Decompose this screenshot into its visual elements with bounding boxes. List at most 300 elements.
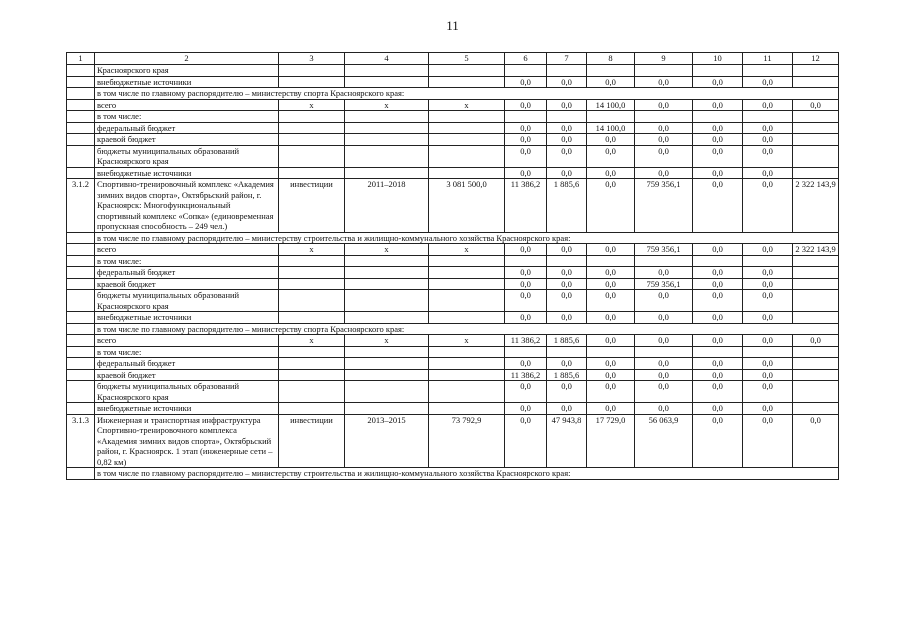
value-cell: 56 063,9: [635, 414, 693, 468]
value-cell: 0,0: [635, 76, 693, 88]
value-cell: 0,0: [587, 244, 635, 256]
value-cell: 0,0: [547, 134, 587, 146]
table-row: [67, 167, 839, 179]
value-cell: 0,0: [635, 145, 693, 167]
type-cell: [279, 346, 345, 358]
table-row: [67, 403, 839, 415]
type-cell: [279, 134, 345, 146]
value-cell: 0,0: [587, 312, 635, 324]
row-number-cell: 3.1.3: [67, 414, 95, 468]
table-row: [67, 244, 839, 256]
value-cell: 0,0: [547, 290, 587, 312]
table-row: [67, 346, 839, 358]
value-cell: 0,0: [587, 267, 635, 279]
value-cell: 0,0: [547, 99, 587, 111]
value-cell: 0,0: [587, 403, 635, 415]
value-cell: 0,0: [693, 145, 743, 167]
estimate-cell: [429, 278, 505, 290]
value-cell: 0,0: [743, 312, 793, 324]
value-cell: 0,0: [693, 290, 743, 312]
row-number-cell: [67, 88, 95, 100]
type-cell: х: [279, 244, 345, 256]
value-cell: 0,0: [743, 76, 793, 88]
value-cell: 0,0: [693, 134, 743, 146]
value-cell: [505, 255, 547, 267]
column-header: 1: [67, 53, 95, 65]
remaining-cell: [793, 167, 839, 179]
value-cell: 0,0: [547, 358, 587, 370]
value-cell: 0,0: [743, 99, 793, 111]
row-number-cell: [67, 290, 95, 312]
period-cell: [345, 381, 429, 403]
estimate-cell: [429, 134, 505, 146]
value-cell: 759 356,1: [635, 244, 693, 256]
row-label: всего: [95, 244, 279, 256]
row-number-cell: [67, 244, 95, 256]
value-cell: [587, 255, 635, 267]
period-cell: [345, 403, 429, 415]
column-header: 7: [547, 53, 587, 65]
row-number-cell: [67, 381, 95, 403]
value-cell: 0,0: [635, 312, 693, 324]
remaining-cell: [793, 403, 839, 415]
row-number-cell: [67, 358, 95, 370]
table-row: [67, 65, 839, 77]
value-cell: 11 386,2: [505, 369, 547, 381]
value-cell: 0,0: [693, 278, 743, 290]
value-cell: 0,0: [635, 99, 693, 111]
type-cell: [279, 403, 345, 415]
row-number-cell: [67, 232, 95, 244]
row-number-cell: [67, 369, 95, 381]
value-cell: 0,0: [693, 403, 743, 415]
row-number-cell: [67, 111, 95, 123]
remaining-cell: [793, 267, 839, 279]
value-cell: 0,0: [587, 381, 635, 403]
value-cell: 0,0: [693, 179, 743, 233]
estimate-cell: х: [429, 244, 505, 256]
value-cell: 0,0: [547, 145, 587, 167]
remaining-cell: [793, 290, 839, 312]
period-cell: [345, 122, 429, 134]
value-cell: [743, 65, 793, 77]
value-cell: 0,0: [743, 414, 793, 468]
period-cell: [345, 65, 429, 77]
value-cell: 0,0: [587, 76, 635, 88]
value-cell: 0,0: [635, 267, 693, 279]
value-cell: 0,0: [505, 145, 547, 167]
value-cell: 0,0: [743, 290, 793, 312]
period-cell: [345, 111, 429, 123]
type-cell: инвестиции: [279, 414, 345, 468]
value-cell: [635, 111, 693, 123]
row-label: федеральный бюджет: [95, 267, 279, 279]
value-cell: 14 100,0: [587, 122, 635, 134]
value-cell: 0,0: [505, 167, 547, 179]
row-label: федеральный бюджет: [95, 358, 279, 370]
row-number-cell: [67, 468, 95, 480]
value-cell: [743, 111, 793, 123]
value-cell: [635, 65, 693, 77]
value-cell: [693, 346, 743, 358]
type-cell: х: [279, 335, 345, 347]
row-label: всего: [95, 99, 279, 111]
table-row: [67, 134, 839, 146]
row-number-cell: [67, 99, 95, 111]
type-cell: [279, 312, 345, 324]
value-cell: 0,0: [635, 335, 693, 347]
estimate-cell: [429, 290, 505, 312]
estimate-cell: [429, 369, 505, 381]
value-cell: 0,0: [693, 99, 743, 111]
estimate-cell: [429, 122, 505, 134]
value-cell: 0,0: [505, 99, 547, 111]
value-cell: [505, 65, 547, 77]
value-cell: 0,0: [693, 122, 743, 134]
table-row: [67, 335, 839, 347]
table-row: [67, 290, 839, 312]
remaining-cell: [793, 312, 839, 324]
value-cell: 1 885,6: [547, 369, 587, 381]
remaining-cell: [793, 122, 839, 134]
value-cell: 0,0: [693, 312, 743, 324]
row-label: бюджеты муниципальных образований Красноярского края: [95, 381, 279, 403]
section-title: в том числе по главному распорядителю – министерству строительства и жилищно-коммунального хозяйства Красноярского края:: [95, 468, 839, 480]
row-number-cell: [67, 76, 95, 88]
remaining-cell: [793, 255, 839, 267]
remaining-cell: [793, 278, 839, 290]
value-cell: 0,0: [743, 278, 793, 290]
value-cell: [635, 346, 693, 358]
period-cell: [345, 290, 429, 312]
type-cell: [279, 267, 345, 279]
table-row: [67, 99, 839, 111]
value-cell: 0,0: [743, 167, 793, 179]
value-cell: 1 885,6: [547, 335, 587, 347]
value-cell: 0,0: [505, 381, 547, 403]
table-row: [67, 255, 839, 267]
value-cell: [547, 65, 587, 77]
estimate-cell: [429, 267, 505, 279]
value-cell: 11 386,2: [505, 179, 547, 233]
value-cell: 0,0: [547, 167, 587, 179]
remaining-cell: [793, 369, 839, 381]
estimate-cell: [429, 111, 505, 123]
value-cell: 14 100,0: [587, 99, 635, 111]
row-number-cell: [67, 403, 95, 415]
row-number-cell: [67, 335, 95, 347]
row-label: краевой бюджет: [95, 134, 279, 146]
column-header: 12: [793, 53, 839, 65]
value-cell: 0,0: [505, 267, 547, 279]
remaining-cell: [793, 346, 839, 358]
page-number: 11: [446, 18, 459, 33]
row-number-cell: [67, 167, 95, 179]
remaining-cell: [793, 358, 839, 370]
value-cell: 0,0: [505, 290, 547, 312]
remaining-cell: [793, 381, 839, 403]
value-cell: 1 885,6: [547, 179, 587, 233]
period-cell: [345, 346, 429, 358]
value-cell: 0,0: [587, 358, 635, 370]
estimate-cell: [429, 167, 505, 179]
table-row: [67, 278, 839, 290]
value-cell: [693, 65, 743, 77]
value-cell: 0,0: [587, 134, 635, 146]
period-cell: [345, 134, 429, 146]
remaining-cell: 2 322 143,9: [793, 179, 839, 233]
value-cell: 0,0: [635, 290, 693, 312]
remaining-cell: [793, 111, 839, 123]
type-cell: [279, 145, 345, 167]
row-label: федеральный бюджет: [95, 122, 279, 134]
row-number-cell: [67, 145, 95, 167]
row-label: бюджеты муниципальных образований Красноярского края: [95, 290, 279, 312]
row-label: внебюджетные источники: [95, 167, 279, 179]
column-header: 10: [693, 53, 743, 65]
value-cell: 0,0: [635, 403, 693, 415]
value-cell: 0,0: [505, 244, 547, 256]
row-label: всего: [95, 335, 279, 347]
value-cell: 759 356,1: [635, 278, 693, 290]
value-cell: 0,0: [743, 145, 793, 167]
value-cell: 0,0: [743, 122, 793, 134]
type-cell: [279, 290, 345, 312]
remaining-cell: 0,0: [793, 414, 839, 468]
value-cell: 47 943,8: [547, 414, 587, 468]
value-cell: [505, 111, 547, 123]
row-label: в том числе:: [95, 255, 279, 267]
section-title: в том числе по главному распорядителю – министерству спорта Красноярского края:: [95, 88, 839, 100]
value-cell: 0,0: [547, 312, 587, 324]
type-cell: [279, 167, 345, 179]
value-cell: 0,0: [505, 358, 547, 370]
table-row: [67, 358, 839, 370]
period-cell: [345, 369, 429, 381]
period-cell: [345, 358, 429, 370]
period-cell: 2011–2018: [345, 179, 429, 233]
value-cell: 0,0: [743, 134, 793, 146]
remaining-cell: [793, 76, 839, 88]
item-row: [67, 414, 839, 468]
value-cell: [505, 346, 547, 358]
row-label: внебюджетные источники: [95, 76, 279, 88]
column-header: 5: [429, 53, 505, 65]
estimate-cell: х: [429, 99, 505, 111]
row-number-cell: 3.1.2: [67, 179, 95, 233]
table-row: [67, 369, 839, 381]
period-cell: [345, 145, 429, 167]
value-cell: 0,0: [547, 278, 587, 290]
remaining-cell: [793, 134, 839, 146]
row-label: Инженерная и транспортная инфраструктура Спортивно-тренировочного комплекса «Академия зимних видов спорта», Октябрьский район, г. Красноярск. 1 этап (инженерные сети – 0,82 км): [95, 414, 279, 468]
row-number-cell: [67, 122, 95, 134]
value-cell: 0,0: [505, 312, 547, 324]
row-label: в том числе:: [95, 111, 279, 123]
estimate-cell: [429, 76, 505, 88]
estimate-cell: [429, 255, 505, 267]
estimate-cell: [429, 346, 505, 358]
row-number-cell: [67, 323, 95, 335]
row-label: внебюджетные источники: [95, 312, 279, 324]
value-cell: 0,0: [743, 244, 793, 256]
row-label: краевой бюджет: [95, 278, 279, 290]
value-cell: 0,0: [587, 369, 635, 381]
value-cell: 0,0: [587, 145, 635, 167]
value-cell: 0,0: [635, 358, 693, 370]
type-cell: х: [279, 99, 345, 111]
estimate-cell: [429, 312, 505, 324]
type-cell: [279, 255, 345, 267]
row-number-cell: [67, 255, 95, 267]
period-cell: х: [345, 244, 429, 256]
value-cell: 0,0: [547, 244, 587, 256]
column-header: 2: [95, 53, 279, 65]
type-cell: [279, 76, 345, 88]
item-row: [67, 179, 839, 233]
value-cell: 0,0: [587, 335, 635, 347]
row-label: бюджеты муниципальных образований Красноярского края: [95, 145, 279, 167]
column-header: 9: [635, 53, 693, 65]
section-title: в том числе по главному распорядителю – министерству спорта Красноярского края:: [95, 323, 839, 335]
value-cell: 0,0: [587, 179, 635, 233]
estimate-cell: [429, 403, 505, 415]
type-cell: [279, 358, 345, 370]
value-cell: 0,0: [547, 267, 587, 279]
row-label: краевой бюджет: [95, 369, 279, 381]
value-cell: 0,0: [693, 244, 743, 256]
column-header: 4: [345, 53, 429, 65]
table-row: [67, 312, 839, 324]
row-number-cell: [67, 278, 95, 290]
table-row: [67, 76, 839, 88]
value-cell: 0,0: [693, 414, 743, 468]
table-row: [67, 145, 839, 167]
value-cell: 0,0: [743, 369, 793, 381]
value-cell: [743, 255, 793, 267]
period-cell: х: [345, 99, 429, 111]
row-label: Спортивно-тренировочный комплекс «Академия зимних видов спорта», Октябрьский район, г. Красноярск: Многофункциональный спортивный комплекс «Сопка» (единовременная пропускная способность – 249 чел.): [95, 179, 279, 233]
value-cell: 0,0: [587, 278, 635, 290]
type-cell: инвестиции: [279, 179, 345, 233]
period-cell: [345, 167, 429, 179]
value-cell: 0,0: [587, 167, 635, 179]
column-header: 3: [279, 53, 345, 65]
value-cell: [547, 111, 587, 123]
value-cell: 0,0: [635, 122, 693, 134]
type-cell: [279, 278, 345, 290]
value-cell: 0,0: [693, 167, 743, 179]
section-header-row: [67, 323, 839, 335]
budget-table: [66, 52, 839, 480]
estimate-cell: 3 081 500,0: [429, 179, 505, 233]
column-header: 6: [505, 53, 547, 65]
period-cell: [345, 278, 429, 290]
value-cell: 0,0: [743, 335, 793, 347]
type-cell: [279, 122, 345, 134]
value-cell: [693, 255, 743, 267]
value-cell: [587, 346, 635, 358]
period-cell: х: [345, 335, 429, 347]
estimate-cell: [429, 65, 505, 77]
row-label: Красноярского края: [95, 65, 279, 77]
type-cell: [279, 111, 345, 123]
estimate-cell: 73 792,9: [429, 414, 505, 468]
estimate-cell: [429, 145, 505, 167]
row-label: в том числе:: [95, 346, 279, 358]
remaining-cell: [793, 65, 839, 77]
row-number-cell: [67, 312, 95, 324]
type-cell: [279, 369, 345, 381]
value-cell: 0,0: [505, 76, 547, 88]
value-cell: 0,0: [505, 414, 547, 468]
value-cell: [547, 346, 587, 358]
table-row: [67, 122, 839, 134]
value-cell: 0,0: [505, 134, 547, 146]
value-cell: 11 386,2: [505, 335, 547, 347]
period-cell: [345, 76, 429, 88]
section-title: в том числе по главному распорядителю – министерству строительства и жилищно-коммунального хозяйства Красноярского края:: [95, 232, 839, 244]
value-cell: 0,0: [505, 278, 547, 290]
value-cell: 0,0: [505, 122, 547, 134]
value-cell: 0,0: [635, 381, 693, 403]
remaining-cell: 2 322 143,9: [793, 244, 839, 256]
value-cell: 0,0: [587, 290, 635, 312]
estimate-cell: [429, 358, 505, 370]
row-label: внебюджетные источники: [95, 403, 279, 415]
value-cell: 0,0: [693, 335, 743, 347]
value-cell: 0,0: [505, 403, 547, 415]
row-number-cell: [67, 346, 95, 358]
value-cell: 0,0: [743, 358, 793, 370]
value-cell: [693, 111, 743, 123]
estimate-cell: х: [429, 335, 505, 347]
column-header: 8: [587, 53, 635, 65]
period-cell: 2013–2015: [345, 414, 429, 468]
section-header-row: [67, 468, 839, 480]
value-cell: 0,0: [693, 267, 743, 279]
table-row: [67, 111, 839, 123]
value-cell: 0,0: [547, 76, 587, 88]
remaining-cell: 0,0: [793, 99, 839, 111]
table-header-row: [67, 53, 839, 65]
estimate-cell: [429, 381, 505, 403]
table-row: [67, 381, 839, 403]
value-cell: 0,0: [693, 358, 743, 370]
value-cell: 759 356,1: [635, 179, 693, 233]
value-cell: 0,0: [743, 267, 793, 279]
value-cell: [635, 255, 693, 267]
row-number-cell: [67, 134, 95, 146]
value-cell: [743, 346, 793, 358]
value-cell: 0,0: [547, 403, 587, 415]
period-cell: [345, 312, 429, 324]
value-cell: 0,0: [743, 179, 793, 233]
column-header: 11: [743, 53, 793, 65]
value-cell: 0,0: [693, 381, 743, 403]
value-cell: 0,0: [547, 381, 587, 403]
remaining-cell: 0,0: [793, 335, 839, 347]
value-cell: 0,0: [635, 167, 693, 179]
value-cell: [587, 65, 635, 77]
value-cell: 0,0: [743, 381, 793, 403]
period-cell: [345, 267, 429, 279]
value-cell: [587, 111, 635, 123]
value-cell: 0,0: [693, 76, 743, 88]
value-cell: 0,0: [635, 369, 693, 381]
period-cell: [345, 255, 429, 267]
section-header-row: [67, 232, 839, 244]
